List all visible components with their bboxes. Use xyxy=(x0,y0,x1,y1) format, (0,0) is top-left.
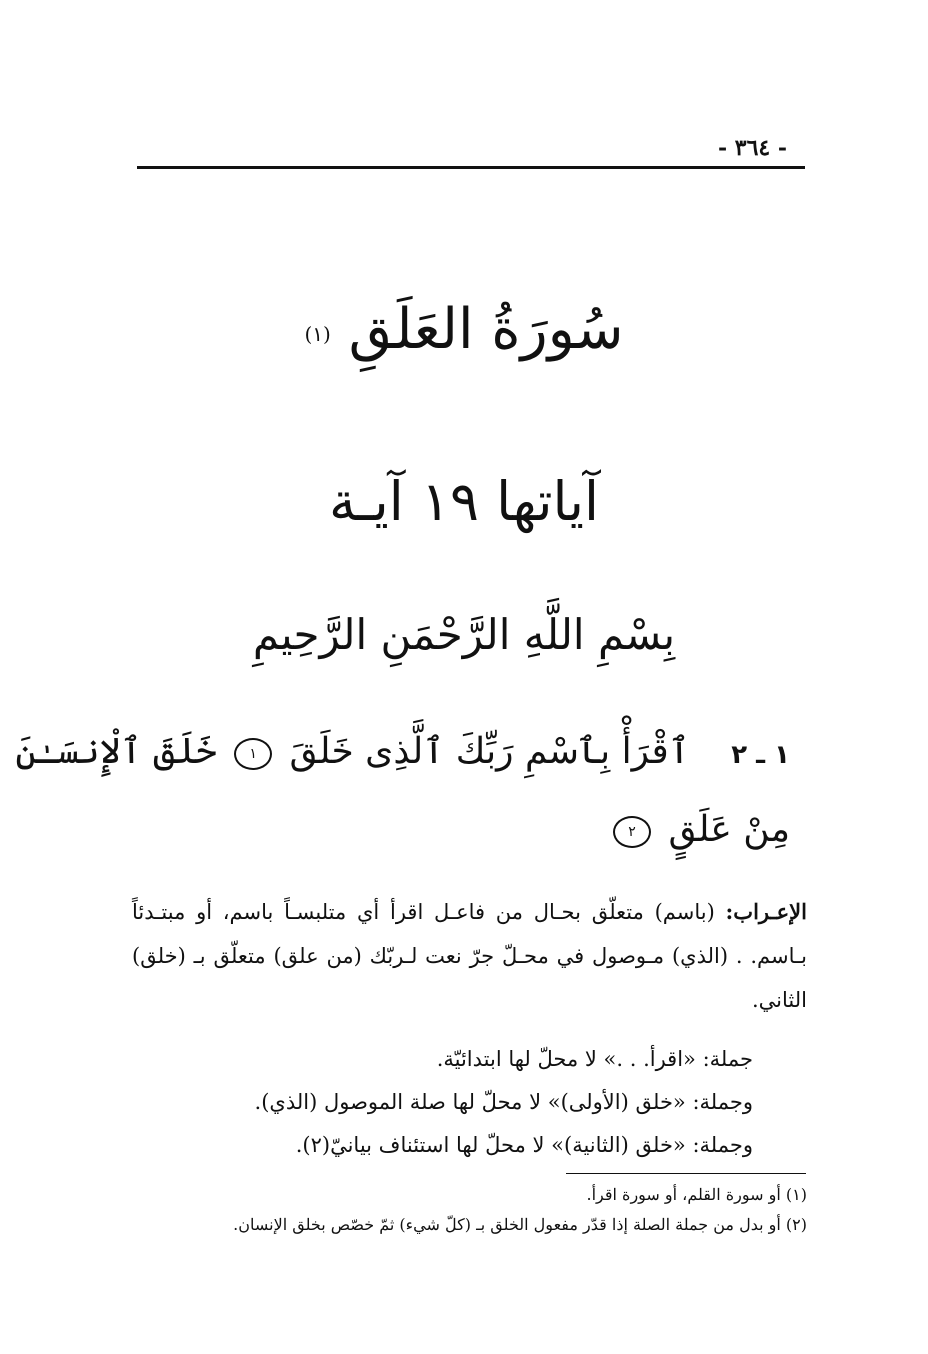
sentence-line: وجملة: «خلق (الثانية)» لا محلّ لها استئناف بيانيّ(٢). xyxy=(295,1133,753,1157)
basmala: بِسْمِ اللَّهِ الرَّحْمَنِ الرَّحِيمِ xyxy=(252,610,676,659)
irab-paragraph xyxy=(132,890,807,1022)
header-rule xyxy=(137,166,805,169)
footnote-rule xyxy=(566,1173,806,1174)
verse-text-1: ٱقْرَأْ بِٱسْمِ رَبِّكَ ٱلَّذِى خَلَقَ xyxy=(289,731,690,772)
verse-text-1-continued: خَلَقَ ٱلْإِنسَـٰنَ xyxy=(15,731,217,772)
ayat-count: آياتها ١٩ آيـة xyxy=(328,470,599,533)
irab-label: الإعـراب: xyxy=(725,899,807,924)
footnote-item: (٢) أو بدل من جملة الصلة إذا قدّر مفعول الخلق بـ (كلّ شيء) ثمّ خصّص بخلق الإنسان. xyxy=(233,1215,807,1234)
ayah-end-mark-2: ٢ xyxy=(613,816,651,848)
sentence-line: جملة: «اقرأ. . .» لا محلّ لها ابتدائيّة. xyxy=(436,1047,753,1071)
footnote-item: (١) أو سورة القلم، أو سورة اقرأ. xyxy=(586,1185,807,1204)
verse-line-1 xyxy=(15,722,790,785)
irab-text: (باسم) متعلّق بحـال من فاعـل اقرأ أي متلبسـاً باسم، أو مبتـدئاً بـاسم. . (الذي) مـوصول في محـلّ جرّ نعت لـربّك (من علق) متعلّق بـ (خلق) الثاني. xyxy=(132,900,807,1012)
surah-title-footnote-ref: (١) xyxy=(304,322,331,346)
ayah-end-mark-1: ١ xyxy=(234,738,272,770)
footnotes xyxy=(150,1180,807,1240)
surah-title-text: سُورَةُ العَلَقِ xyxy=(348,297,624,362)
sentence-analysis xyxy=(200,1038,753,1167)
surah-title xyxy=(200,290,728,370)
verse-line-2 xyxy=(180,800,790,860)
verse-text-2: مِنْ عَلَقٍ xyxy=(668,809,790,850)
sentence-line: وجملة: «خلق (الأولى)» لا محلّ لها صلة الموصول (الذي). xyxy=(254,1090,753,1114)
page-number: - ٣٦٤ - xyxy=(717,135,788,161)
verse-number-label: ١ ـ ٢ xyxy=(731,740,790,770)
